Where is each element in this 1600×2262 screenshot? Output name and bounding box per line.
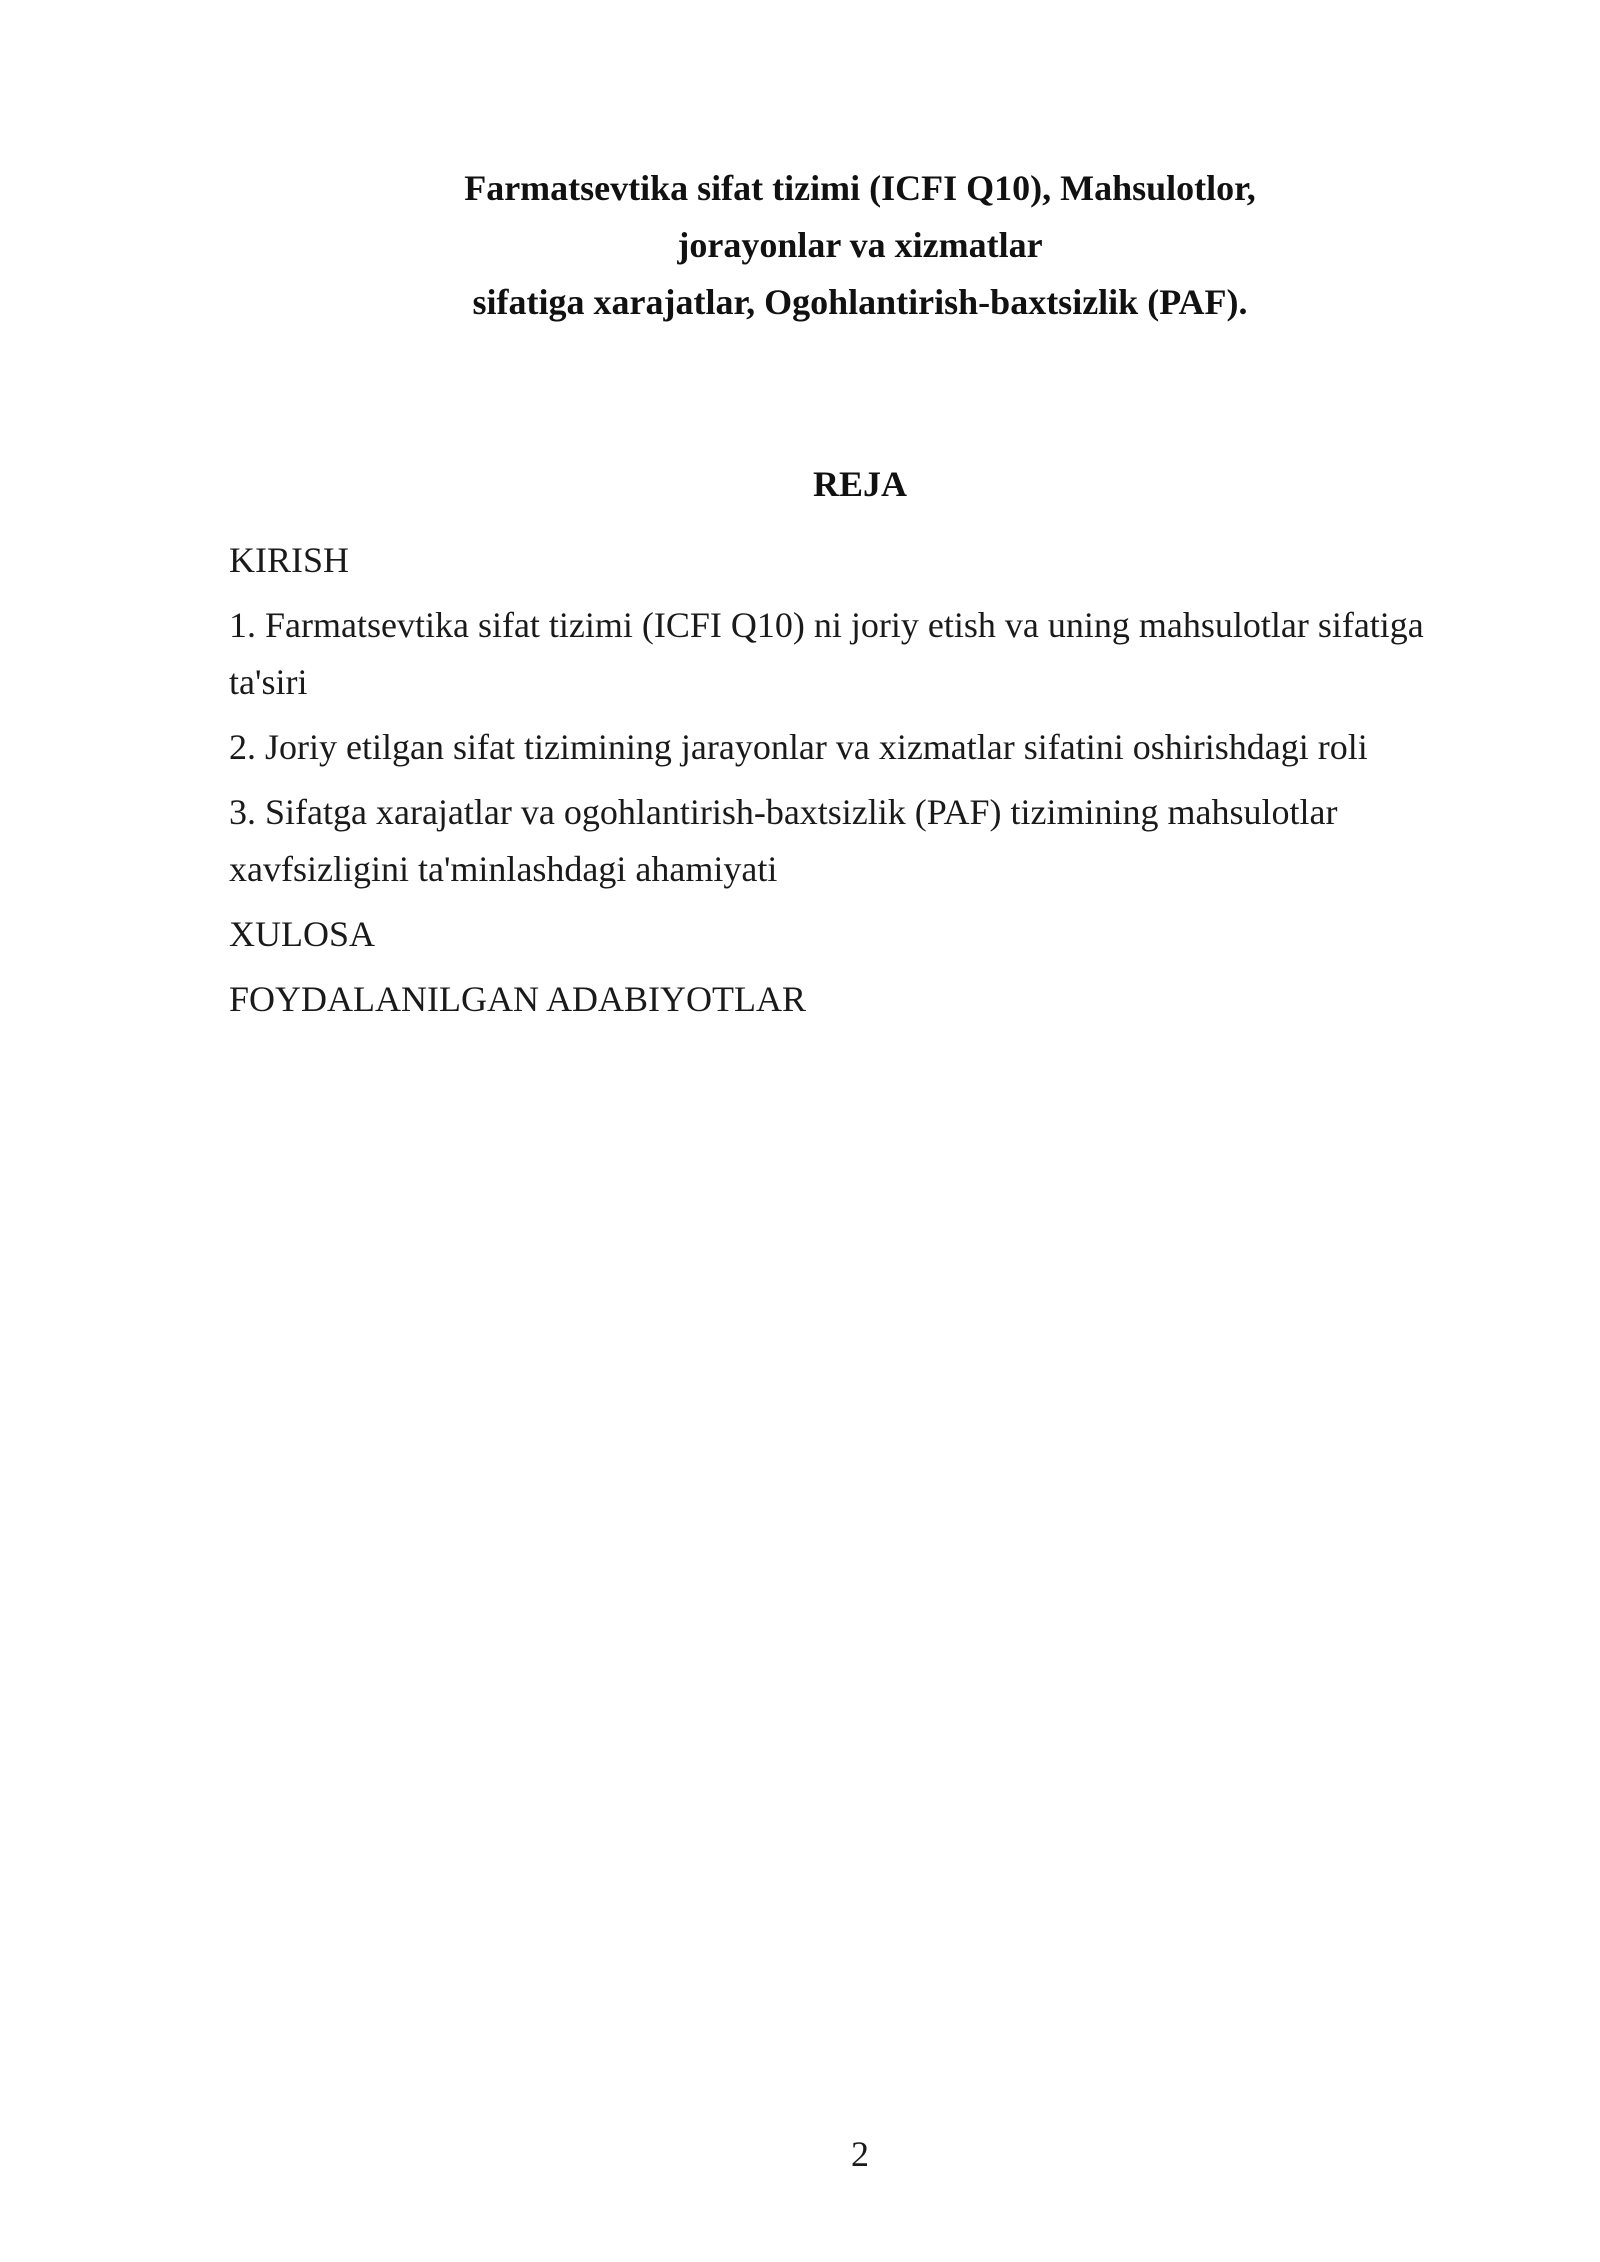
toc-item-3: 3. Sifatga xarajatlar va ogohlantirish-baxtsizlik (PAF) tizimining mahsulotlar xavfsizligini ta'minlashdagi ahamiyati	[229, 792, 1338, 889]
toc-item-1: 1. Farmatsevtika sifat tizimi (ICFI Q10) ni joriy etish va uning mahsulotlar sifatiga ta'siri	[229, 605, 1424, 702]
plan-heading: REJA	[812, 464, 907, 504]
toc-item-introduction: KIRISH	[229, 540, 350, 580]
title-line-2: jorayonlar va xizmatlar	[677, 225, 1043, 265]
toc-item-references: FOYDALANILGAN ADABIYOTLAR	[229, 979, 806, 1019]
page-number: 2	[851, 2134, 869, 2174]
toc-item-2: 2. Joriy etilgan sifat tizimining jarayonlar va xizmatlar sifatini oshirishdagi roli	[229, 727, 1368, 767]
table-of-contents	[229, 532, 1491, 1036]
document-title	[0, 160, 1600, 331]
title-line-1: Farmatsevtika sifat tizimi (ICFI Q10), Mahsulotlor,	[464, 168, 1256, 208]
title-line-3: sifatiga xarajatlar, Ogohlantirish-baxtsizlik (PAF).	[472, 282, 1248, 322]
toc-item-conclusion: XULOSA	[229, 914, 376, 954]
